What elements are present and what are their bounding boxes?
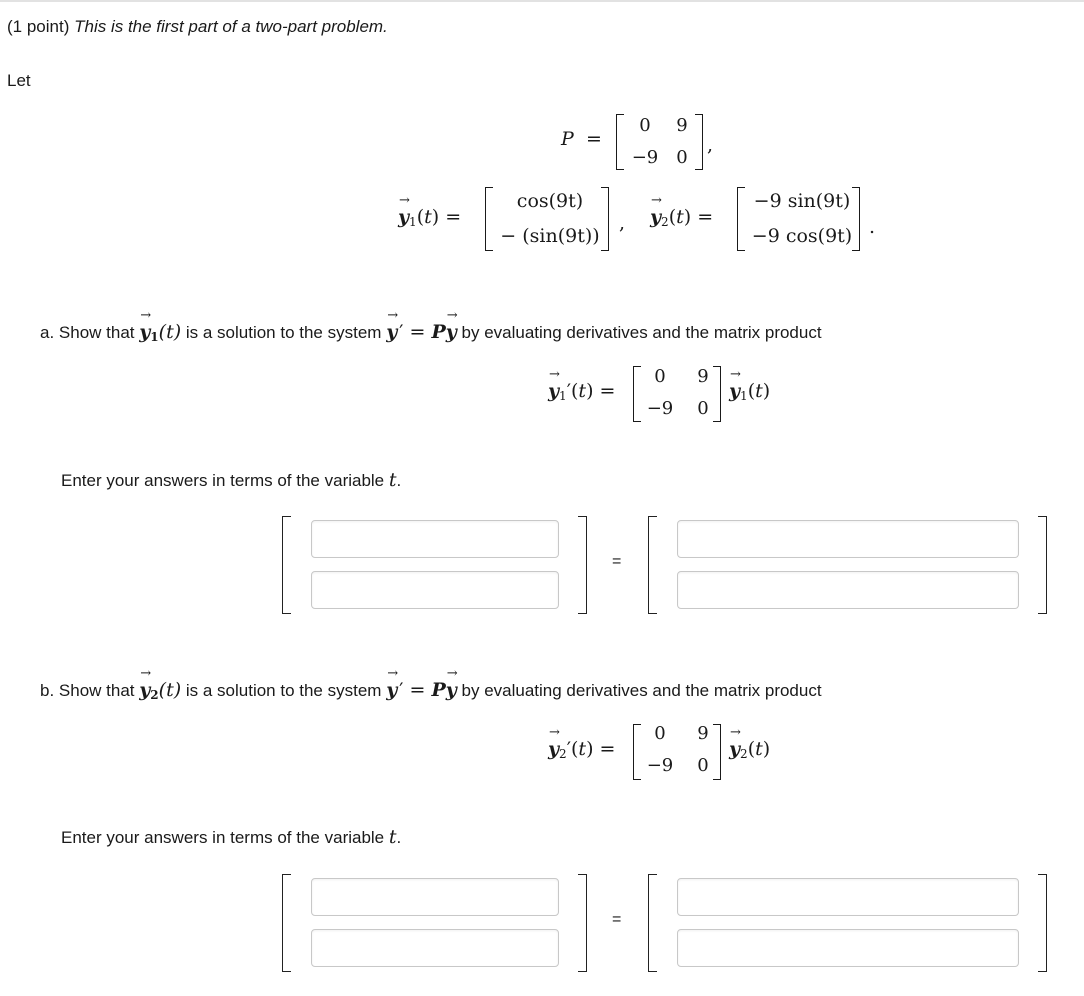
- part-a-suffix: by evaluating derivatives and the matrix product: [461, 323, 822, 342]
- part-b-prefix: b. Show that: [40, 681, 135, 700]
- y1-entry-1: cos(9t): [516, 190, 584, 212]
- y2-of-t: → y2(t): [729, 738, 770, 761]
- y2-label: → y2(t) =: [650, 206, 713, 229]
- matrix-p-left-bracket: [616, 114, 624, 170]
- points-label: (1 point): [7, 17, 70, 36]
- answer-a-left-top-input[interactable]: [311, 520, 559, 558]
- part-a-matrix-left-bracket: [633, 366, 641, 422]
- y1-prime-label: → y1′(t) =: [548, 380, 615, 403]
- problem-header: [7, 17, 388, 37]
- answer-a-left-bracket-open: [282, 516, 291, 614]
- part-a-matrix-a12: 9: [697, 366, 709, 387]
- y1-label: → y1(t) =: [398, 206, 461, 229]
- answer-b-right-top-input[interactable]: [677, 878, 1019, 916]
- part-b-matrix-a22: 0: [697, 755, 709, 776]
- answer-a-equals: =: [612, 553, 622, 570]
- period: .: [869, 216, 876, 238]
- part-b-matrix-right-bracket: [713, 724, 721, 780]
- answer-a-left-bottom-input[interactable]: [311, 571, 559, 609]
- y2-prime-label: → y2′(t) =: [548, 738, 615, 761]
- part-a-statement: a. Show that → $y_1(t)$ is a solution to the system → y ′ = P→ y by evaluating derivatives and the matrix product: [40, 321, 822, 344]
- y2-left-bracket: [737, 187, 745, 251]
- y2-entry-1: −9 sin(9t): [753, 190, 851, 212]
- part-b-suffix: by evaluating derivatives and the matrix product: [461, 681, 822, 700]
- answer-b-left-top-input[interactable]: [311, 878, 559, 916]
- answer-a-right-bracket-open: [648, 516, 657, 614]
- equals-sign: =: [586, 128, 602, 150]
- top-divider: [0, 0, 1084, 2]
- part-a-matrix-right-bracket: [713, 366, 721, 422]
- answer-a-right-bottom-input[interactable]: [677, 571, 1019, 609]
- matrix-p-a12: 9: [676, 115, 688, 136]
- part-b-matrix-a11: 0: [654, 723, 666, 744]
- part-a-matrix-a21: −9: [646, 398, 674, 419]
- comma: ,: [707, 134, 714, 156]
- y1-right-bracket: [601, 187, 609, 251]
- matrix-p-a22: 0: [676, 147, 688, 168]
- part-a-middle: is a solution to the system: [185, 323, 382, 342]
- y2-right-bracket: [852, 187, 860, 251]
- y1-of-t: → y1(t): [729, 380, 770, 403]
- variable-t: t: [388, 826, 397, 848]
- part-a-matrix-a11: 0: [654, 366, 666, 387]
- answer-b-equals: =: [612, 911, 622, 928]
- matrix-p-a21: −9: [631, 147, 659, 168]
- matrix-p-a11: 0: [639, 115, 651, 136]
- part-a-prefix: a. Show that: [40, 323, 135, 342]
- answer-a-right-bracket-close: [1038, 516, 1047, 614]
- answer-b-left-bracket-close: [578, 874, 587, 972]
- comma: ,: [619, 212, 626, 234]
- part-a-instruction: Enter your answers in terms of the variable t.: [61, 469, 402, 491]
- answer-a-left-bracket-close: [578, 516, 587, 614]
- matrix-p-name: P: [561, 128, 574, 150]
- part-b-instruction: Enter your answers in terms of the variable t.: [61, 826, 402, 848]
- matrix-p-right-bracket: [695, 114, 703, 170]
- answer-a-right-top-input[interactable]: [677, 520, 1019, 558]
- part-b-matrix-a12: 9: [697, 723, 709, 744]
- let-label: Let: [7, 71, 31, 90]
- answer-b-right-bracket-close: [1038, 874, 1047, 972]
- answer-b-left-bottom-input[interactable]: [311, 929, 559, 967]
- y2-entry-2: −9 cos(9t): [751, 225, 853, 247]
- part-b-matrix-left-bracket: [633, 724, 641, 780]
- answer-b-right-bottom-input[interactable]: [677, 929, 1019, 967]
- answer-b-left-bracket-open: [282, 874, 291, 972]
- part-b-matrix-a21: −9: [646, 755, 674, 776]
- intro-text: This is the first part of a two-part problem.: [74, 17, 388, 36]
- part-b-statement: b. Show that → $y_2(t)$ is a solution to the system → y ′ = P→ y by evaluating derivatives and the matrix product: [40, 679, 822, 702]
- part-b-middle: is a solution to the system: [185, 681, 382, 700]
- variable-t: t: [388, 469, 397, 491]
- part-a-matrix-a22: 0: [697, 398, 709, 419]
- answer-b-right-bracket-open: [648, 874, 657, 972]
- y1-entry-2: − (sin(9t)): [500, 225, 600, 247]
- y1-left-bracket: [485, 187, 493, 251]
